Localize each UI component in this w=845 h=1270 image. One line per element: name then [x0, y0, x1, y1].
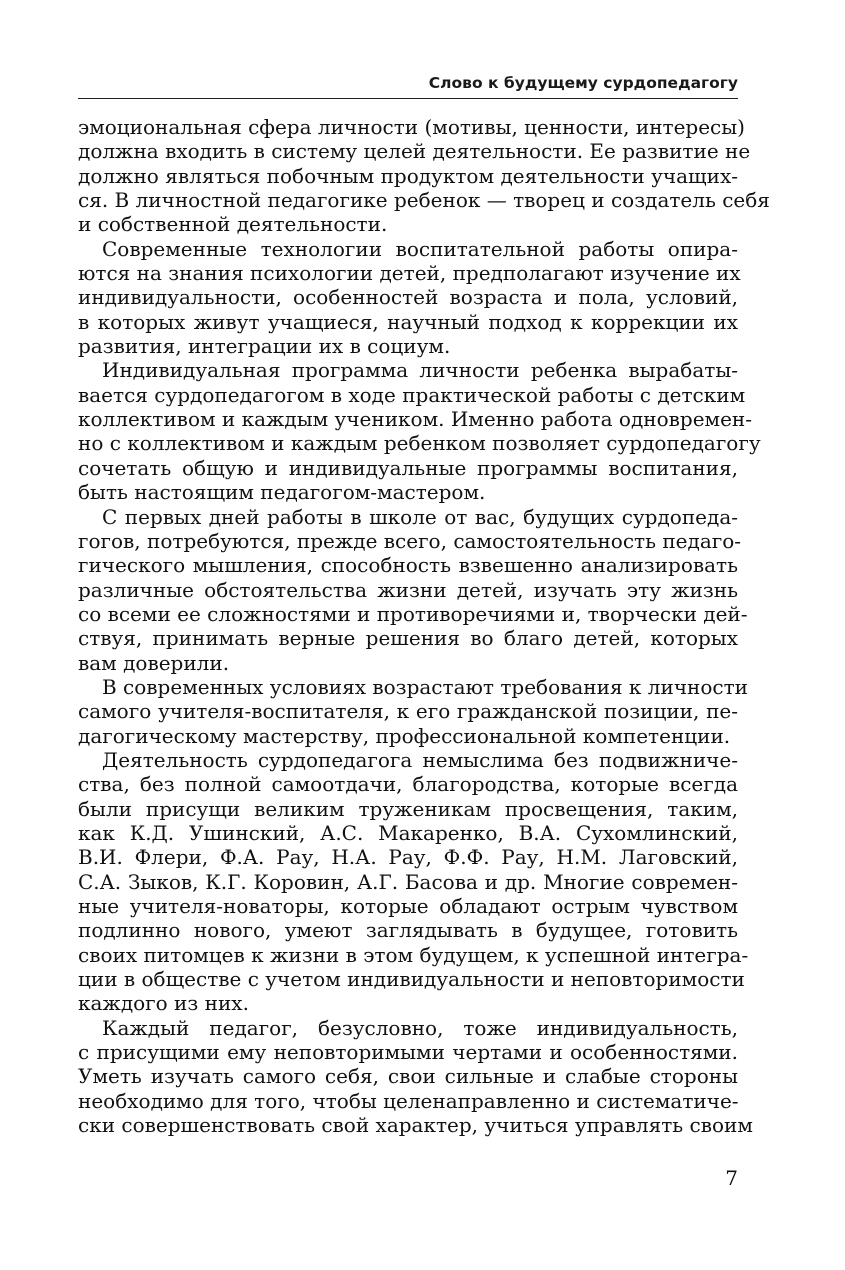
text-line: Деятельность сурдопедагога немыслима без подвижниче-: [102, 747, 738, 772]
text-line: были присущи великим труженикам просвещения, таким,: [78, 796, 738, 821]
text-line: своих питомцев к жизни в этом будущем, к успешной интегра-: [78, 942, 749, 967]
text-line: с присущими ему неповторимыми чертами и особенностями.: [78, 1040, 738, 1065]
text-line: гического мышления, способность взвешенно анализировать: [78, 553, 738, 578]
text-line: Каждый педагог, безусловно, тоже индивидуальность,: [102, 1015, 738, 1040]
text-line: различные обстоятельства жизни детей, изучать эту жизнь: [78, 577, 738, 602]
text-line: ные учителя-новаторы, которые обладают острым чувством: [78, 894, 738, 918]
text-line: как К.Д. Ушинский, А.С. Макаренко, В.А. Сухомлинский,: [78, 820, 738, 845]
text-line: должна входить в систему целей деятельности. Ее развитие не: [78, 139, 751, 164]
text-line: ски совершенствовать свой характер, учиться управлять своим: [78, 1113, 753, 1138]
text-line: гогов, потребуются, прежде всего, самостоятельность педаго-: [78, 528, 742, 553]
text-line: необходимо для того, чтобы целенаправленно и систематиче-: [78, 1088, 739, 1113]
text-line: С первых дней работы в школе от вас, будущих сурдопеда-: [102, 504, 738, 529]
text-line: коллективом и каждым учеником. Именно работа одновремен-: [78, 407, 753, 432]
text-line: в которых живут учащиеся, научный подход к коррекции их: [78, 309, 738, 334]
text-line: дагогическому мастерству, профессиональной компетенции.: [78, 723, 731, 748]
text-line: каждого из них.: [78, 991, 249, 1016]
text-line: и собственной деятельности.: [78, 212, 388, 237]
paragraph: [78, 674, 749, 748]
header-rule: [78, 98, 738, 99]
paragraph: [78, 504, 748, 675]
text-line: Современные технологии воспитательной работы опира-: [102, 236, 738, 261]
text-line: индивидуальности, особенностей возраста и пола, условий,: [78, 285, 738, 310]
text-line: подлинно нового, умеют заглядывать в будущее, готовить: [78, 918, 738, 943]
text-line: В.И. Флери, Ф.А. Рау, Н.А. Рау, Ф.Ф. Рау, Н.М. Лаговский,: [78, 845, 738, 870]
text-line: В современных условиях возрастают требования к личности: [102, 674, 749, 699]
text-line: вается сурдопедагогом в ходе практической работы с детским: [78, 382, 746, 407]
text-line: со всеми ее сложностями и противоречиями и, творчески дей-: [78, 601, 748, 626]
page-number: 7: [725, 1166, 738, 1190]
paragraph: [78, 115, 770, 237]
text-line: развития, интеграции их в социум.: [78, 334, 451, 359]
text-line: должно являться побочным продуктом деятельности учащих-: [78, 163, 738, 188]
paragraph: [78, 358, 761, 505]
text-line: Индивидуальная программа личности ребенка вырабаты-: [102, 358, 738, 383]
text-line: сочетать общую и индивидуальные программы воспитания,: [78, 455, 738, 480]
text-line: ся. В личностной педагогике ребенок — творец и создатель себя: [78, 188, 770, 213]
paragraph: [78, 747, 749, 1016]
text-line: ствуя, принимать верные решения во благо детей, которых: [78, 626, 738, 651]
text-line: ции в обществе с учетом индивидуальности и неповторимости: [78, 967, 745, 992]
text-line: самого учителя-воспитателя, к его гражданской позиции, пе-: [78, 699, 738, 724]
paragraph: [78, 236, 741, 359]
text-line: быть настоящим педагогом-мастером.: [78, 480, 486, 505]
running-header-title: Слово к будущему сурдопедагогу: [428, 74, 738, 92]
body-text: [78, 115, 770, 1138]
text-line: ются на знания психологии детей, предполагают изучение их: [78, 261, 741, 286]
text-line: Уметь изучать самого себя, свои сильные и слабые стороны: [78, 1064, 738, 1089]
text-line: вам доверили.: [78, 650, 230, 675]
text-line: эмоциональная сфера личности (мотивы, ценности, интересы): [78, 115, 745, 139]
paragraph: [78, 1015, 753, 1138]
text-line: С.А. Зыков, К.Г. Коровин, А.Г. Басова и др. Многие современ-: [78, 869, 738, 894]
text-line: но с коллективом и каждым ребенком позволяет сурдопедагогу: [78, 431, 761, 456]
text-line: ства, без полной самоотдачи, благородства, которые всегда: [78, 772, 738, 797]
